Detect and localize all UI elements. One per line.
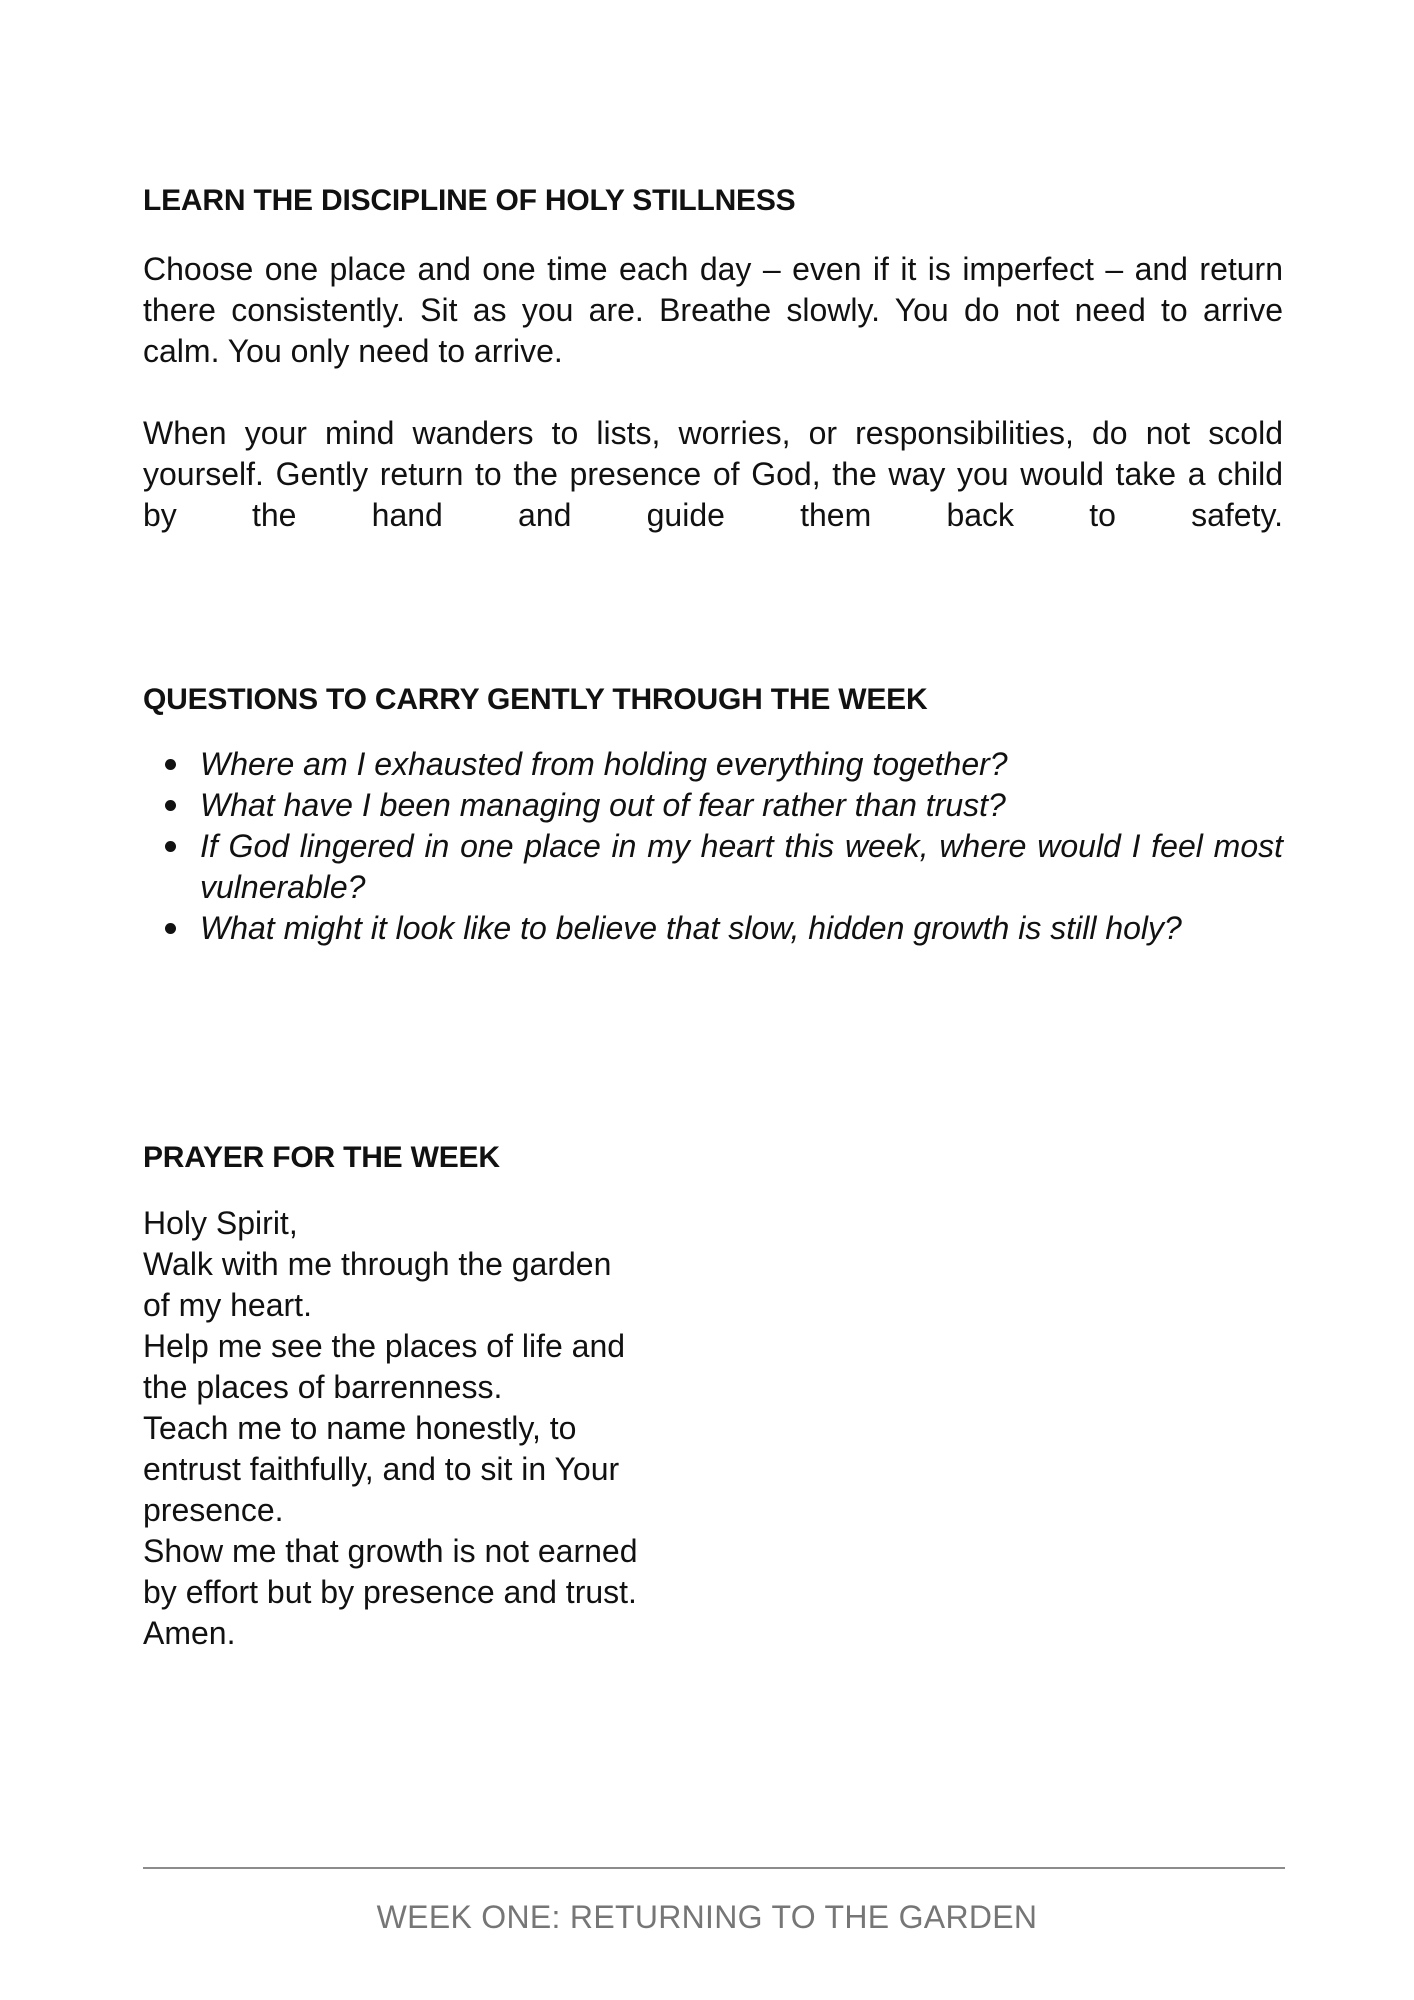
questions-list xyxy=(143,744,1283,949)
footer-divider xyxy=(143,1867,1285,1869)
footer-title: WEEK ONE: RETURNING TO THE GARDEN xyxy=(376,1899,1038,1935)
question-text: What might it look like to believe that slow, hidden growth is still holy? xyxy=(200,910,1182,946)
section-heading-prayer: PRAYER FOR THE WEEK xyxy=(143,1141,500,1174)
list-item xyxy=(143,744,1283,785)
list-item xyxy=(143,908,1283,949)
stillness-paragraph-1: Choose one place and one time each day – even if it is imperfect – and return there consistently. Sit as you are. Breathe slowly. You do not need to arrive calm. You only need to arrive. xyxy=(143,251,1283,369)
question-text: Where am I exhausted from holding everything together? xyxy=(200,746,1008,782)
question-text: If God lingered in one place in my heart this week, where would I feel most vulnerable? xyxy=(200,828,1283,905)
stillness-paragraph-2: When your mind wanders to lists, worries, or responsibilities, do not scold yourself. Gently return to the presence of God, the way you would take a child by the hand and guide them back to safety. xyxy=(143,415,1283,533)
list-item xyxy=(143,785,1283,826)
prayer-line: entrust faithfully, and to sit in Your xyxy=(143,1451,620,1487)
question-text: What have I been managing out of fear rather than trust? xyxy=(200,787,1006,823)
prayer-line: Amen. xyxy=(143,1615,236,1651)
prayer-line: Teach me to name honestly, to xyxy=(143,1410,577,1446)
bullet-icon xyxy=(165,923,176,934)
prayer-line: Walk with me through the garden xyxy=(143,1246,612,1282)
prayer-line: Help me see the places of life and xyxy=(143,1328,626,1364)
bullet-icon xyxy=(165,759,176,770)
prayer-line: the places of barrenness. xyxy=(143,1369,503,1405)
list-item xyxy=(143,826,1283,908)
prayer-line: by effort but by presence and trust. xyxy=(143,1574,637,1610)
prayer-line: Show me that growth is not earned xyxy=(143,1533,638,1569)
bullet-icon xyxy=(165,800,176,811)
prayer-text xyxy=(143,1203,783,1654)
section-heading-questions: QUESTIONS TO CARRY GENTLY THROUGH THE WEEK xyxy=(143,683,928,716)
prayer-line: Holy Spirit, xyxy=(143,1205,298,1241)
section-heading-stillness: LEARN THE DISCIPLINE OF HOLY STILLNESS xyxy=(143,184,796,217)
prayer-line: of my heart. xyxy=(143,1287,312,1323)
prayer-line: presence. xyxy=(143,1492,284,1528)
bullet-icon xyxy=(165,841,176,852)
